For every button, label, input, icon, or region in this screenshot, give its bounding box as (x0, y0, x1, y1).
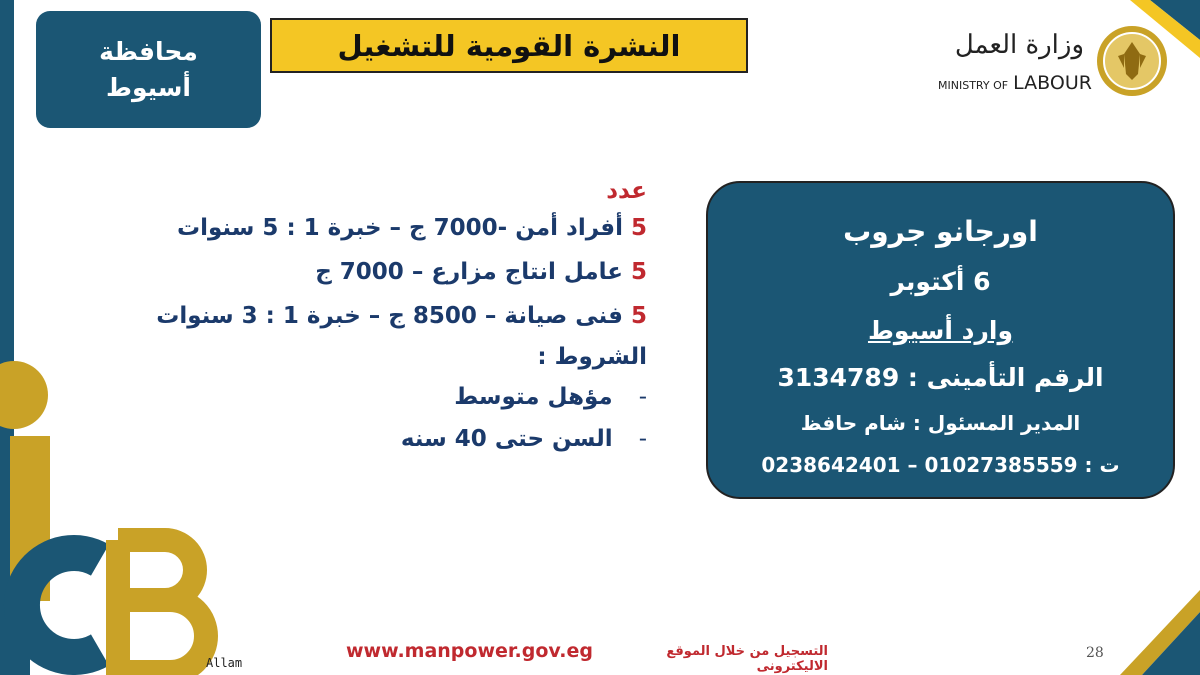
logo-english-left: MINISTRY OF (938, 79, 1009, 92)
title-banner (270, 18, 748, 73)
governorate-line2: أسيوط (106, 72, 191, 102)
job-item (87, 250, 647, 294)
job-count: 5 (630, 303, 647, 329)
job-item (87, 206, 647, 250)
job-text: أفراد أمن -7000 ج – خبرة 1 : 5 سنوات (176, 215, 631, 241)
condition-item (87, 418, 647, 460)
count-header: عدد (606, 178, 647, 204)
insurance-number: الرقم التأمينى : 3134789 (777, 363, 1104, 392)
letter-dot-shape (0, 361, 48, 429)
company-source: وارد أسيوط (867, 316, 1014, 345)
author-label: Allam (206, 656, 243, 670)
condition-text: السن حتى 40 سنه (400, 426, 613, 452)
page-number: 28 (1086, 645, 1104, 661)
condition-text: مؤهل متوسط (454, 384, 613, 410)
ministry-logo (938, 30, 1092, 100)
company-card (706, 181, 1175, 499)
page-title: النشرة القومية للتشغيل (337, 28, 681, 63)
letter-base-shape (0, 620, 30, 675)
manager-name: المدير المسئول : شام حافظ (800, 411, 1081, 435)
logo-arabic: وزارة العمل (954, 30, 1084, 60)
company-name: اورجانو جروب (843, 215, 1038, 248)
governorate-line1: محافظة (99, 36, 198, 66)
job-count: 5 (630, 215, 647, 241)
ministry-seal-icon (1094, 16, 1170, 106)
job-item (87, 294, 647, 338)
condition-bullet: - (638, 426, 647, 452)
registration-note: التسجيل من خلال الموقع الاليكترونى (666, 644, 828, 674)
letter-b-shape (118, 540, 206, 675)
company-location: 6 أكتوبر (890, 267, 991, 296)
letter-c-shape (22, 553, 100, 657)
job-text: عامل انتاج مزارع – 7000 ج (315, 259, 631, 285)
job-text: فنى صيانة – 8500 ج – خبرة 1 : 3 سنوات (156, 303, 631, 329)
website-link[interactable]: www.manpower.gov.eg (346, 640, 593, 662)
phone-numbers: ت : 01027385559 – 0238642401 (761, 453, 1120, 477)
condition-item (87, 376, 647, 418)
logo-english-right: LABOUR (1013, 72, 1092, 94)
jobs-list (87, 176, 647, 460)
condition-bullet: - (638, 384, 647, 410)
governorate-box (36, 11, 261, 128)
job-count: 5 (630, 259, 647, 285)
conditions-header: الشروط : (537, 344, 647, 370)
